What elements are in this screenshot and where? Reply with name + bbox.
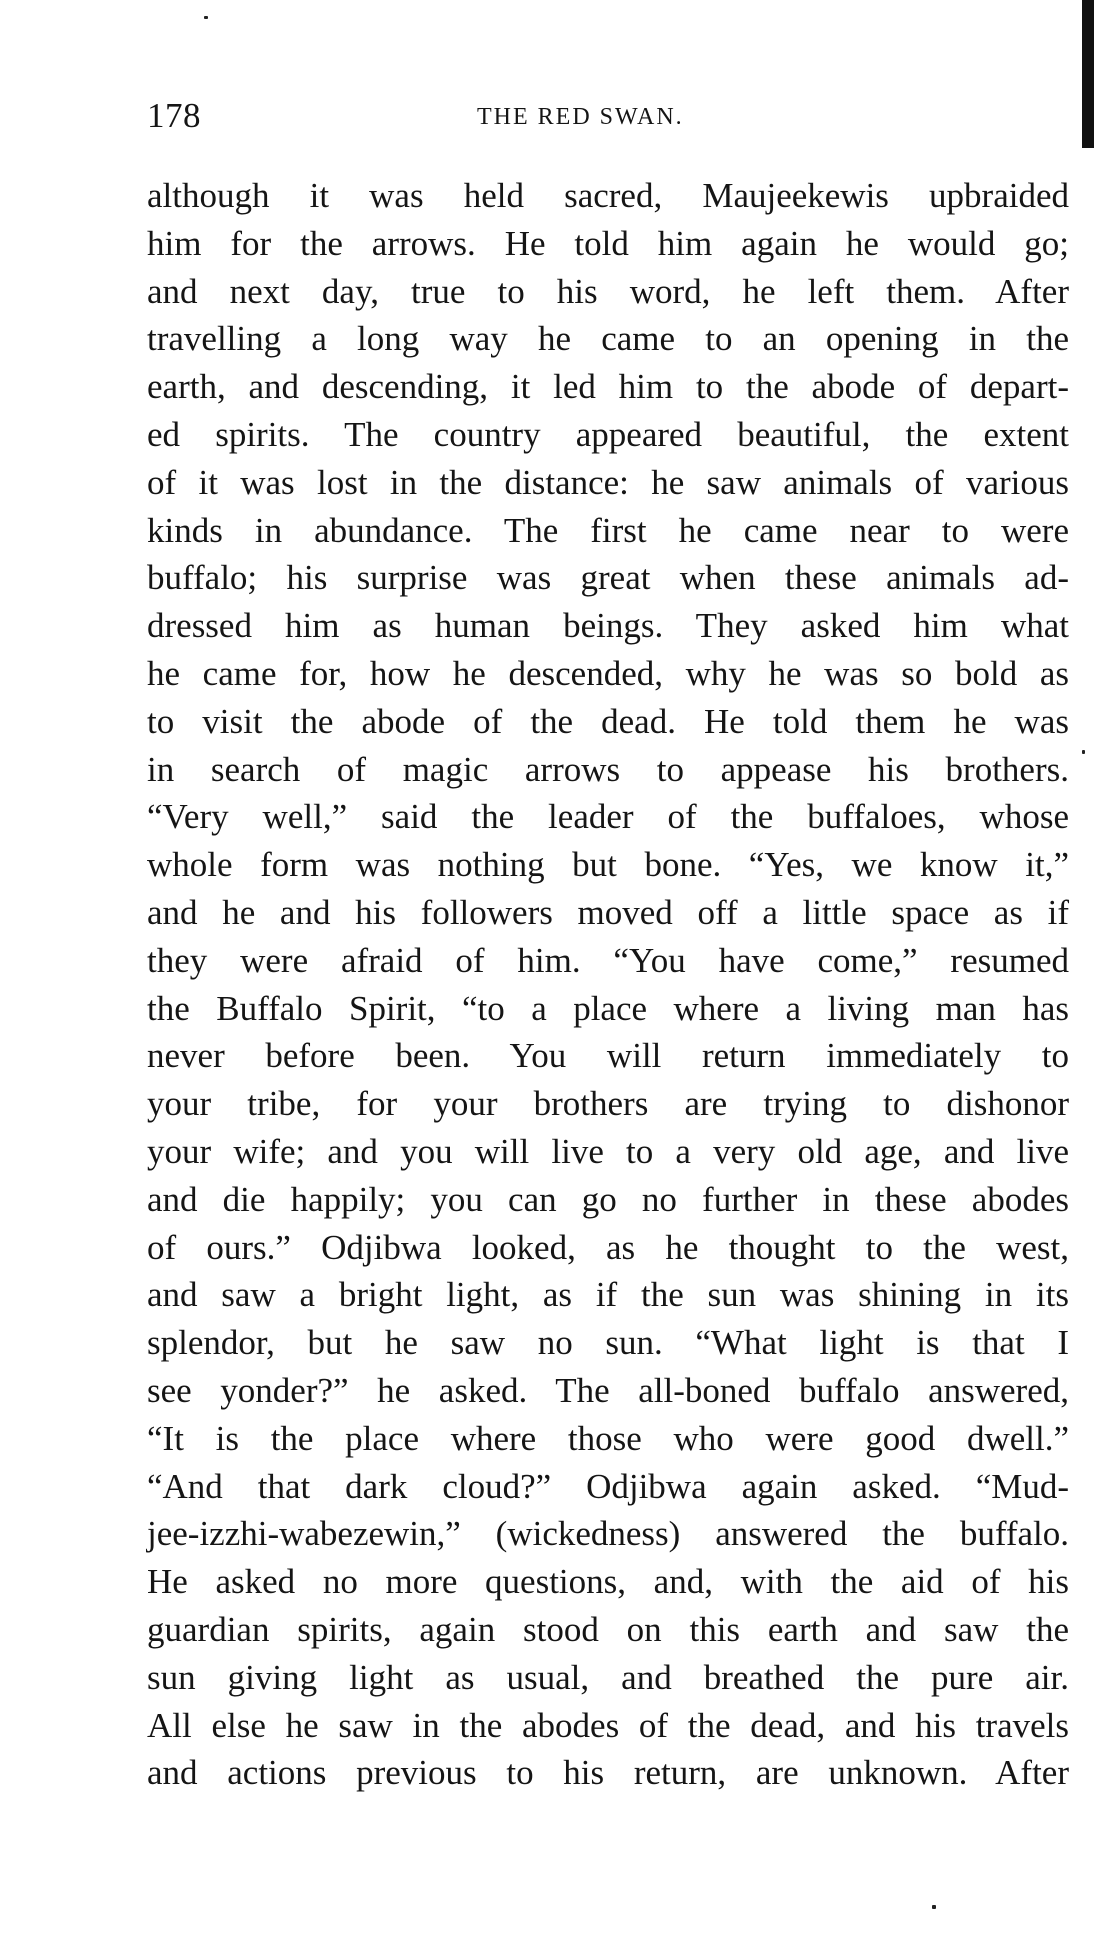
text-line: and saw a bright light, as if the sun was shining in its	[147, 1275, 1069, 1315]
text-line: never before been. You will return immediately to	[147, 1036, 1069, 1076]
text-line: he came for, how he descended, why he was so bold as	[147, 653, 1069, 693]
text-line: “Very well,” said the leader of the buffaloes, whose	[147, 797, 1069, 837]
text-line: dressed him as human beings. They asked him what	[147, 606, 1069, 646]
running-head: THE RED SWAN.	[477, 104, 684, 130]
text-line: whole form was nothing but bone. “Yes, we know it,”	[147, 845, 1069, 885]
text-line: your wife; and you will live to a very old age, and live	[147, 1131, 1069, 1171]
text-line: All else he saw in the abodes of the dead, and his travels	[147, 1705, 1069, 1745]
text-line: “And that dark cloud?” Odjibwa again asked. “Mud-	[147, 1466, 1069, 1506]
text-line: ed spirits. The country appeared beautiful, the extent	[147, 414, 1069, 454]
text-line: and he and his followers moved off a little space as if	[147, 892, 1069, 932]
text-line: and actions previous to his return, are unknown. After	[147, 1753, 1069, 1793]
text-line: they were afraid of him. “You have come,” resumed	[147, 940, 1069, 980]
ink-speck	[204, 16, 208, 19]
text-line: see yonder?” he asked. The all-boned buffalo answered,	[147, 1370, 1069, 1410]
text-line: him for the arrows. He told him again he would go;	[147, 223, 1069, 263]
text-line: of it was lost in the distance: he saw animals of various	[147, 462, 1069, 502]
text-line: although it was held sacred, Maujeekewis upbraided	[147, 176, 1069, 215]
text-line: jee-izzhi-wabezewin,” (wickedness) answered the buffalo.	[147, 1514, 1069, 1554]
page-number: 178	[147, 96, 201, 135]
ink-speck	[932, 1905, 936, 1909]
text-line: your tribe, for your brothers are trying to dishonor	[147, 1084, 1069, 1124]
page-edge-mark	[1082, 0, 1094, 148]
body-text	[147, 172, 1069, 1797]
text-line: splendor, but he saw no sun. “What light is that I	[147, 1323, 1069, 1363]
page-header	[147, 96, 1067, 136]
text-line: in search of magic arrows to appease his brothers.	[147, 749, 1069, 789]
text-line: guardian spirits, again stood on this earth and saw the	[147, 1609, 1069, 1649]
text-line: kinds in abundance. The first he came near to were	[147, 510, 1069, 550]
text-line: to visit the abode of the dead. He told them he was	[147, 701, 1069, 741]
text-line: “It is the place where those who were good dwell.”	[147, 1418, 1069, 1458]
ink-speck	[1082, 750, 1085, 754]
text-line: He asked no more questions, and, with the aid of his	[147, 1562, 1069, 1602]
text-line: earth, and descending, it led him to the abode of depart-	[147, 367, 1069, 407]
text-line: and die happily; you can go no further in these abodes	[147, 1179, 1069, 1219]
text-line: and next day, true to his word, he left them. After	[147, 271, 1069, 311]
text-line: the Buffalo Spirit, “to a place where a living man has	[147, 988, 1069, 1028]
text-line: buffalo; his surprise was great when these animals ad-	[147, 558, 1069, 598]
text-line: travelling a long way he came to an opening in the	[147, 319, 1069, 359]
text-line: of ours.” Odjibwa looked, as he thought to the west,	[147, 1227, 1069, 1267]
text-line: sun giving light as usual, and breathed the pure air.	[147, 1657, 1069, 1697]
